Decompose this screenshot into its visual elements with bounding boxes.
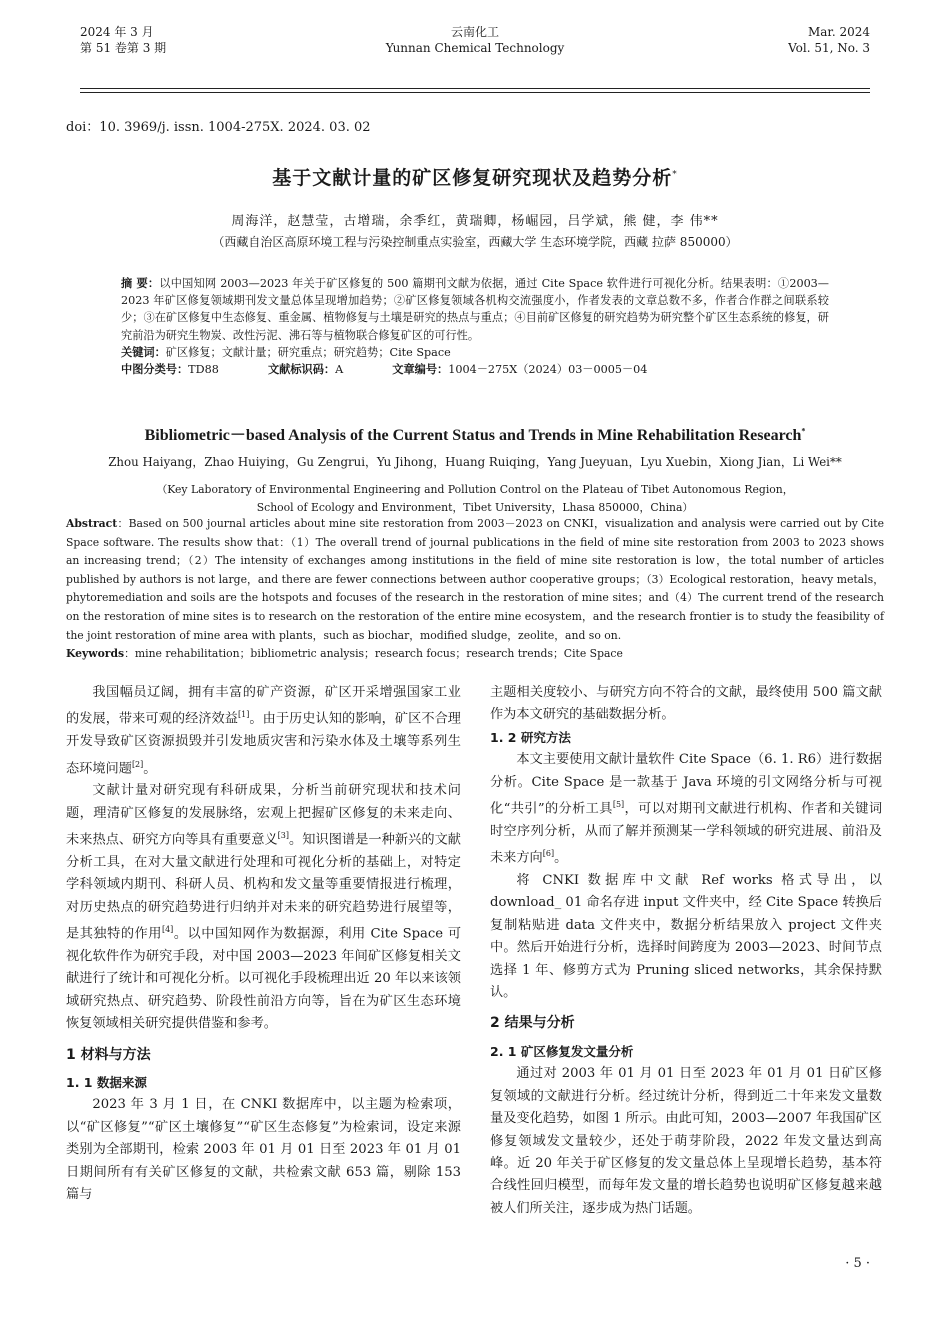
section-1-heading: 1 材料与方法 xyxy=(66,1046,151,1063)
english-title xyxy=(0,422,950,445)
section-1-2-paragraph-2: 将 CNKI 数据库中文献 Ref works 格式导出，以 download_ 01 命名存进 input 文件夹中，经 Cite Space 转换后复制粘贴进 data 文件夹中，数据分析结果放入 project 文件夹中。然后开始进行分析，选择时间跨度为 2003—2023、时间节点选择 1 年、修剪方式为 Pruning sliced networks，其余保持默认。 xyxy=(490,873,882,1001)
p12a-text: 本文主要使用文献计量软件 Cite Space（6. 1. R6）进行数据分析。Cite Space 是一款基于 Java 环境的引文网络分析与可视化“共引”的分析工具 xyxy=(490,752,882,817)
intro-paragraph-2 xyxy=(66,780,461,1035)
citation-4[interactable]: [4] xyxy=(161,925,174,935)
english-abstract xyxy=(66,515,884,664)
intro-p2b-text: 。知识图谱是一种新兴的文献分析工具，在对大量文献进行处理和可视化分析的基础上，对特定学科领域内期刊、科研人员、机构和发文量等重要情报进行梳理，对历史热点的研究趋势进行归纳并对未来的研究趋势进行展望等，是其独特的作用 xyxy=(66,832,461,942)
body-column-left xyxy=(66,682,461,1207)
page-number: · 5 · xyxy=(845,1256,870,1271)
citation-1[interactable]: [1] xyxy=(237,710,250,720)
p12c-text: 。 xyxy=(554,850,568,866)
doc-code-label: 文献标识码： xyxy=(267,363,336,377)
paper-title xyxy=(0,163,950,190)
header-right xyxy=(788,24,870,56)
english-title-mark: * xyxy=(801,426,806,436)
english-abstract-body xyxy=(66,515,884,645)
article-no-label: 文章编号： xyxy=(392,363,449,377)
header-date-cn: 2024 年 3 月 xyxy=(80,25,154,39)
abstract-cn-body xyxy=(121,275,829,344)
clc-label: 中图分类号： xyxy=(121,363,189,377)
doi: doi：10. 3969/j. issn. 1004-275X. 2024. 03. 02 xyxy=(66,120,371,135)
citation-2[interactable]: [2] xyxy=(131,759,144,769)
abstract-cn xyxy=(121,275,829,378)
p12b-text: ，可以对期刊文献进行机构、作者和关键词时空序列分析，从而了解并预测某一学科领域的研究进展、前沿及未来方向 xyxy=(490,801,883,866)
english-keywords-label: Keywords xyxy=(66,647,125,661)
intro-paragraph-1 xyxy=(66,682,461,780)
title-footnote-mark: * xyxy=(672,169,678,180)
english-affiliation-line2: School of Ecology and Environment，Tibet University，Lhasa 850000，China） xyxy=(256,501,694,514)
citation-3[interactable]: [3] xyxy=(277,831,290,841)
running-header xyxy=(80,24,870,93)
header-date-en: Mar. 2024 xyxy=(807,25,870,39)
intro-p2c-text: 。以中国知网作为数据源，利用 Cite Space 可视化软件作为研究手段，对中国 2003—2023 年间矿区修复相关文献进行了统计和可视化分析。以可视化手段梳理出近 20 年以来该领域研究热点、研究趋势、阶段性前沿方向等，旨在为矿区生态环境恢复领域相关研究提供借鉴和参考。 xyxy=(66,926,462,1032)
classification-line xyxy=(121,361,829,378)
journal-name-cn: 云南化工 xyxy=(450,25,499,39)
english-affiliation-line1: （Key Laboratory of Environmental Engineering and Pollution Control on the Plateau of Tibet Autonomous Region， xyxy=(156,483,794,496)
english-keywords xyxy=(66,645,884,664)
section-1-2-heading: 1. 2 研究方法 xyxy=(490,729,571,745)
section-1-1-heading: 1. 1 数据来源 xyxy=(66,1075,147,1091)
intro-p1c-text: 。 xyxy=(143,761,157,776)
article-no-value: 1004－275X（2024）03－0005－04 xyxy=(448,363,648,377)
english-authors: Zhou Haiyang，Zhao Huiying，Gu Zengrui，Yu Jihong，Huang Ruiqing，Yang Jueyuan，Lyu Xuebin，Xiong Jian，Li Wei** xyxy=(108,455,842,469)
doc-code-value: A xyxy=(335,363,344,377)
abstract-cn-label: 摘 要： xyxy=(121,277,160,290)
journal-name-en: Yunnan Chemical Technology xyxy=(385,41,565,55)
section-2-1-paragraph: 通过对 2003 年 01 月 01 日至 2023 年 01 月 01 日矿区修复领域的文献进行分析。经过统计分析，得到近二十年来发文量数量及变化趋势，如图 1 所示。由此可知，2003—2007 年我国矿区修复领域发文量较少，还处于萌芽阶段，2022 年发文量达到高峰。近 20 年关于矿区修复的发文量总体上呈现增长趋势，基本符合线性回归模型，而每年发文量的增长趋势也说明矿区修复越来越被人们所关注，逐步成为热门话题。 xyxy=(490,1066,882,1216)
english-abstract-label: Abstract xyxy=(66,517,118,530)
keywords-cn xyxy=(121,344,829,361)
section-1-1-paragraph: 2023 年 3 月 1 日，在 CNKI 数据库中，以主题为检索项，以“矿区修复”“矿区土壤修复”“矿区生态修复”为检索词，设定来源类别为全部期刊，检索 2003 年 01 月 01 日至 2023 年 01 月 01 日期间所有有关矿区修复的文献，共检索文献 653 篇，剔除 153 篇与 xyxy=(66,1097,461,1203)
intro-p1b-text: 。由于历史认知的影响，矿区不合理开发导致矿区资源损毁并引发地质灾害和污染水体及土壤等系列生态环境问题 xyxy=(66,711,461,776)
keywords-cn-text: 矿区修复；文献计量；研究重点；研究趋势；Cite Space xyxy=(165,345,451,359)
author-list: 周海洋，赵慧莹，古增瑞，余季红，黄瑞卿，杨崛园，吕学斌，熊 健，李 伟** xyxy=(231,214,719,229)
citation-6[interactable]: [6] xyxy=(542,849,555,859)
body-column-right xyxy=(490,682,882,1220)
intro-p1-text: 我国幅员辽阔，拥有丰富的矿产资源，矿区开采增强国家工业的发展，带来可观的经济效益 xyxy=(66,685,461,727)
header-rule xyxy=(80,88,870,89)
section-2-1-heading: 2. 1 矿区修复发文量分析 xyxy=(490,1043,634,1059)
abstract-cn-text: 以中国知网 2003—2023 年关于矿区修复的 500 篇期刊文献为依据，通过 Cite Space 软件进行可视化分析。结果表明：①2003—2023 年矿区修复领域期刊发文量总体呈现增加趋势；②矿区修复领域各机构交流强度小，作者发表的文章总数不多，作者合作群之间联系较少；③在矿区修复中生态修复、重金属、植物修复与土壤是研究的热点与重点；④目前矿区修复的研究趋势为研究整个矿区生态系统的修复，研究前沿为研究生物炭、改性污泥、沸石等与植物联合修复矿区的可行性。 xyxy=(121,277,829,342)
section-2-heading: 2 结果与分析 xyxy=(490,1015,575,1032)
keywords-cn-label: 关键词： xyxy=(121,345,166,359)
affiliation: （西藏自治区高原环境工程与污染控制重点实验室，西藏大学 生态环境学院，西藏 拉萨 850000） xyxy=(212,235,738,249)
clc-value: TD88 xyxy=(188,363,219,377)
english-affiliation xyxy=(120,481,830,517)
header-volume-cn: 第 51 卷第 3 期 xyxy=(80,41,167,55)
header-center xyxy=(80,24,870,56)
english-keywords-text: ：mine rehabilitation；bibliometric analysis；research focus；research trends；Cite Space xyxy=(124,647,623,661)
section-1-2-paragraph-1 xyxy=(490,749,882,870)
citation-5[interactable]: [5] xyxy=(612,800,625,810)
english-abstract-text: ：Based on 500 journal articles about mine site restoration from 2003－2023 on CNKI，visualization and analysis were carried out by Cite Space software. The results show that：（1）The overall trend of journal publications in the field of mine site restoration from 2003 to 2023 shows an increasing trend；（2）The intensity of exchanges among institutions in the field of mine site restoration is low，the total number of articles published by authors is not large，and there are fewer connections between author cooperative groups；（3）Ecological restoration，heavy metals，phytoremediation and soils are the hotspots and focuses of the research in the restoration of mine sites；and（4）The current trend of the research on the restoration of mine sites is to research on the restoration of the entire mine ecosystem，and the research frontier is to study the feasibility of the joint restoration of mine area with plants，such as biochar，modified sludge，zeolite，and so on. xyxy=(66,517,885,642)
section-1-1-continued: 主题相关度较小、与研究方向不符合的文献，最终使用 500 篇文献作为本文研究的基础数据分析。 xyxy=(490,685,882,723)
header-volume-en: Vol. 51, No. 3 xyxy=(788,41,870,55)
intro-p2a-text: 文献计量对研究现有科研成果，分析当前研究现状和技术问题，理清矿区修复的发展脉络，宏观上把握矿区修复的未来走向、未来热点、研究方向等具有重要意义 xyxy=(66,783,461,848)
english-title-text: Bibliometric－based Analysis of the Current Status and Trends in Mine Rehabilitation Research xyxy=(144,427,802,444)
title-text: 基于文献计量的矿区修复研究现状及趋势分析 xyxy=(272,167,673,189)
